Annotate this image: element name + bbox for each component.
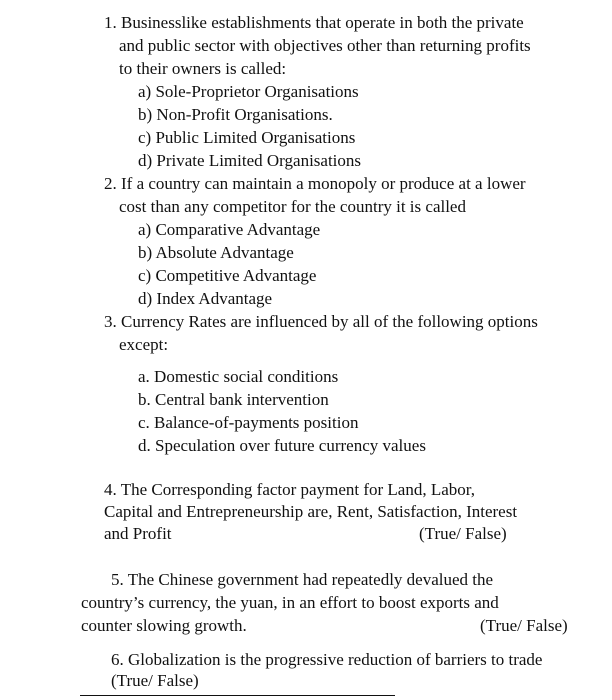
q6-true-false: (True/ False) <box>111 671 199 690</box>
q4-stem-line-2: Capital and Entrepreneurship are, Rent, Satisfaction, Interest <box>104 502 518 521</box>
q5-stem-line-1: 5. The Chinese government had repeatedly devalued the <box>111 570 494 589</box>
q3-option-d: d. Speculation over future currency values <box>138 436 426 455</box>
q1-option-c: c) Public Limited Organisations <box>138 128 356 147</box>
q2-option-b: b) Absolute Advantage <box>138 243 294 262</box>
q2-option-a: a) Comparative Advantage <box>138 220 321 239</box>
q5-stem-line-3: counter slowing growth. <box>81 616 247 635</box>
q3-stem-line-1: 3. Currency Rates are influenced by all of the following options <box>104 312 538 331</box>
q1-stem-line-2: and public sector with objectives other than returning profits <box>119 36 531 55</box>
q5-stem-line-2: country’s currency, the yuan, in an effort to boost exports and <box>81 593 499 612</box>
q1-stem-line-3: to their owners is called: <box>119 59 287 78</box>
q1-stem-line-1: 1. Businesslike establishments that operate in both the private <box>104 13 524 32</box>
q4-stem-line-3: and Profit <box>104 524 172 543</box>
q3-option-c: c. Balance-of-payments position <box>138 413 359 432</box>
q2-stem-line-2: cost than any competitor for the country it is called <box>119 197 466 216</box>
q4-stem-line-1: 4. The Corresponding factor payment for Land, Labor, <box>104 480 476 499</box>
q2-option-d: d) Index Advantage <box>138 289 273 308</box>
q2-option-c: c) Competitive Advantage <box>138 266 317 285</box>
q1-option-d: d) Private Limited Organisations <box>138 151 362 170</box>
q3-option-a: a. Domestic social conditions <box>138 367 339 386</box>
q4-true-false: (True/ False) <box>419 524 507 543</box>
q1-option-a: a) Sole-Proprietor Organisations <box>138 82 359 101</box>
q6-stem-line-1: 6. Globalization is the progressive reduction of barriers to trade <box>111 650 543 669</box>
q5-true-false: (True/ False) <box>480 616 568 635</box>
q1-option-b: b) Non-Profit Organisations. <box>138 105 333 124</box>
q2-stem-line-1: 2. If a country can maintain a monopoly or produce at a lower <box>104 174 526 193</box>
q3-stem-line-2: except: <box>119 335 169 354</box>
bottom-rule <box>80 695 395 696</box>
q3-option-b: b. Central bank intervention <box>138 390 329 409</box>
